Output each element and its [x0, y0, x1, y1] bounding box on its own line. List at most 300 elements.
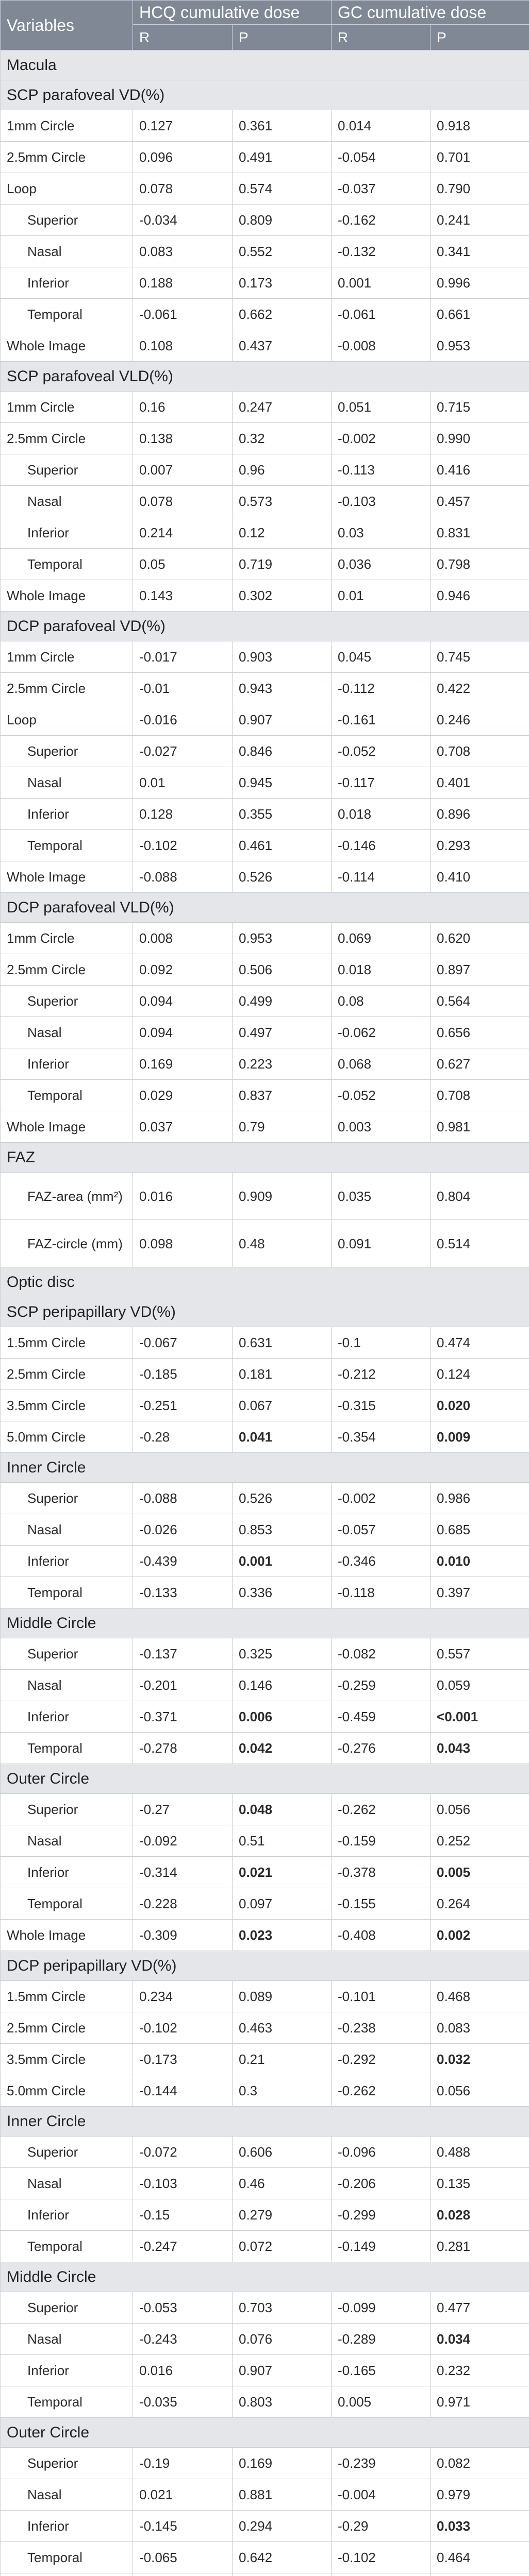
- hcq-p-cell: 0.497: [233, 1017, 332, 1048]
- hcq-r-cell: 0.128: [133, 799, 233, 830]
- gc-r-cell: -0.052: [332, 736, 431, 767]
- row-label: Inferior: [1, 2355, 133, 2386]
- row-label: Whole Image: [1, 580, 133, 612]
- table-row: [1, 1514, 529, 1546]
- hcq-r-cell: 0.016: [133, 1173, 233, 1220]
- row-label: 2.5mm Circle: [1, 423, 133, 454]
- table-row: [1, 1327, 529, 1359]
- gc-p-cell: 0.918: [431, 110, 529, 142]
- gc-r-cell: -0.057: [332, 1514, 431, 1546]
- hcq-r-cell: 0.094: [133, 986, 233, 1017]
- table-row: [1, 2292, 529, 2324]
- gc-p-cell: 0.831: [431, 517, 529, 549]
- hcq-r-cell: 0.16: [133, 392, 233, 423]
- section-label: SCP peripapillary VD(%): [1, 1297, 529, 1327]
- hcq-r-cell: 0.008: [133, 923, 233, 954]
- section-row: [1, 1267, 529, 1297]
- gc-p-cell: 0.002: [431, 1920, 529, 1951]
- gc-r-cell: -0.346: [332, 1546, 431, 1577]
- table-row: [1, 1546, 529, 1577]
- gc-p-cell: 0.708: [431, 736, 529, 767]
- gc-r-header: R: [332, 25, 431, 50]
- hcq-p-cell: 0.361: [233, 110, 332, 142]
- hcq-p-cell: 0.491: [233, 142, 332, 173]
- hcq-r-cell: -0.067: [133, 1327, 233, 1359]
- table-row: [1, 673, 529, 704]
- hcq-r-cell: 0.188: [133, 267, 233, 299]
- gc-r-cell: -0.004: [332, 2479, 431, 2511]
- section-row: [1, 1608, 529, 1638]
- table-row: [1, 2542, 529, 2573]
- row-label: Superior: [1, 1638, 133, 1670]
- hcq-r-cell: 0.169: [133, 1048, 233, 1080]
- row-label: 1mm Circle: [1, 923, 133, 954]
- hcq-r-cell: -0.15: [133, 2199, 233, 2231]
- hcq-p-cell: 0.001: [233, 1546, 332, 1577]
- gc-r-cell: -0.206: [332, 2168, 431, 2199]
- variables-header: Variables: [1, 1, 133, 50]
- row-label: Inferior: [1, 1701, 133, 1733]
- gc-r-cell: 0.014: [332, 110, 431, 142]
- gc-p-cell: 0.715: [431, 392, 529, 423]
- hcq-p-cell: 0.223: [233, 1048, 332, 1080]
- hcq-r-cell: -0.145: [133, 2511, 233, 2542]
- hcq-r-cell: -0.065: [133, 2542, 233, 2573]
- table-row: [1, 1048, 529, 1080]
- gc-p-cell: 0.059: [431, 1670, 529, 1701]
- hcq-p-cell: 0.21: [233, 2044, 332, 2075]
- hcq-r-cell: 0.234: [133, 1981, 233, 2012]
- hcq-r-cell: 0.127: [133, 110, 233, 142]
- hcq-p-cell: 0.903: [233, 641, 332, 673]
- hcq-p-cell: 0.506: [233, 954, 332, 986]
- row-label: Temporal: [1, 1733, 133, 1764]
- row-label: 1mm Circle: [1, 110, 133, 142]
- row-label: Temporal: [1, 2386, 133, 2418]
- hcq-r-cell: 0.021: [133, 2479, 233, 2511]
- gc-r-cell: -0.096: [332, 2137, 431, 2168]
- section-row: [1, 1297, 529, 1327]
- row-label: Temporal: [1, 1080, 133, 1111]
- hcq-r-cell: -0.016: [133, 704, 233, 736]
- hcq-p-cell: 0.945: [233, 767, 332, 799]
- gc-p-header: P: [431, 25, 529, 50]
- gc-r-cell: -0.238: [332, 2012, 431, 2044]
- section-row: [1, 612, 529, 641]
- hcq-r-cell: 0.05: [133, 549, 233, 580]
- row-label: 1.5mm Circle: [1, 1981, 133, 2012]
- hcq-p-cell: 0.79: [233, 1111, 332, 1143]
- gc-p-cell: 0.009: [431, 1421, 529, 1453]
- gc-p-cell: 0.627: [431, 1048, 529, 1080]
- row-label: Inferior: [1, 2199, 133, 2231]
- section-row: [1, 1764, 529, 1794]
- table-row: [1, 2199, 529, 2231]
- gc-r-cell: -0.099: [332, 2292, 431, 2324]
- gc-r-cell: 0.01: [332, 580, 431, 612]
- hcq-p-cell: 0.574: [233, 173, 332, 205]
- hcq-p-cell: 0.12: [233, 517, 332, 549]
- hcq-p-cell: 0.51: [233, 1825, 332, 1857]
- gc-r-cell: 0.018: [332, 954, 431, 986]
- gc-p-cell: 0.416: [431, 454, 529, 486]
- section-row: [1, 2262, 529, 2292]
- hcq-p-cell: 0.606: [233, 2137, 332, 2168]
- hcq-p-cell: 0.631: [233, 1327, 332, 1359]
- hcq-r-cell: 0.098: [133, 1220, 233, 1267]
- row-label: Superior: [1, 2292, 133, 2324]
- row-label: Nasal: [1, 1670, 133, 1701]
- row-label: [1, 2573, 133, 2576]
- gc-p-cell: 0.685: [431, 1514, 529, 1546]
- table-row: [1, 799, 529, 830]
- row-label: Nasal: [1, 1825, 133, 1857]
- gc-r-cell: -0.082: [332, 1638, 431, 1670]
- section-label: Inner Circle: [1, 2107, 529, 2137]
- hcq-r-cell: -0.371: [133, 1701, 233, 1733]
- gc-r-cell: -0.054: [332, 142, 431, 173]
- gc-r-cell: -0.1: [332, 1327, 431, 1359]
- row-label: 2.5mm Circle: [1, 954, 133, 986]
- gc-p-cell: 0.422: [431, 673, 529, 704]
- hcq-p-cell: 0.355: [233, 799, 332, 830]
- gc-r-cell: -0.262: [332, 2075, 431, 2107]
- table-row: [1, 2479, 529, 2511]
- row-label: Superior: [1, 986, 133, 1017]
- table-row: [1, 641, 529, 673]
- row-label: 2.5mm Circle: [1, 673, 133, 704]
- gc-p-cell: 0.981: [431, 1111, 529, 1143]
- hcq-r-cell: [133, 2573, 233, 2576]
- gc-r-cell: -0.161: [332, 704, 431, 736]
- gc-p-cell: 0.034: [431, 2324, 529, 2355]
- hcq-p-cell: 0.909: [233, 1173, 332, 1220]
- gc-r-cell: -0.149: [332, 2231, 431, 2262]
- gc-p-cell: 0.897: [431, 954, 529, 986]
- row-label: Nasal: [1, 236, 133, 267]
- table-row: [1, 1920, 529, 1951]
- gc-p-cell: 0.293: [431, 830, 529, 861]
- hcq-p-cell: 0.526: [233, 861, 332, 893]
- gc-r-cell: -0.113: [332, 454, 431, 486]
- gc-p-cell: [431, 2573, 529, 2576]
- row-label: 1mm Circle: [1, 641, 133, 673]
- hcq-r-cell: -0.061: [133, 299, 233, 330]
- row-label: Nasal: [1, 1017, 133, 1048]
- table-row: [1, 142, 529, 173]
- gc-p-cell: 0.701: [431, 142, 529, 173]
- hcq-p-cell: 0.437: [233, 330, 332, 362]
- hcq-p-cell: 0.006: [233, 1701, 332, 1733]
- section-row: [1, 1453, 529, 1483]
- gc-p-cell: 0.986: [431, 1483, 529, 1514]
- table-row: [1, 704, 529, 736]
- gc-r-cell: 0.091: [332, 1220, 431, 1267]
- table-row: [1, 454, 529, 486]
- gc-r-cell: -0.165: [332, 2355, 431, 2386]
- hcq-p-cell: 0.294: [233, 2511, 332, 2542]
- gc-p-cell: 0.474: [431, 1327, 529, 1359]
- row-label: Whole Image: [1, 1111, 133, 1143]
- section-row: [1, 2418, 529, 2448]
- gc-r-cell: -0.117: [332, 767, 431, 799]
- hcq-r-cell: -0.01: [133, 673, 233, 704]
- hcq-r-cell: 0.094: [133, 1017, 233, 1048]
- gc-r-cell: -0.159: [332, 1825, 431, 1857]
- table-row: [1, 330, 529, 362]
- gc-r-cell: -0.459: [332, 1701, 431, 1733]
- table-row: [1, 517, 529, 549]
- section-label: FAZ: [1, 1143, 529, 1173]
- gc-r-cell: -0.008: [332, 330, 431, 362]
- row-label: Loop: [1, 173, 133, 205]
- row-label: 2.5mm Circle: [1, 1359, 133, 1390]
- row-label: Inferior: [1, 267, 133, 299]
- hcq-p-cell: 0.552: [233, 236, 332, 267]
- hcq-p-cell: 0.907: [233, 704, 332, 736]
- gc-p-cell: 0.745: [431, 641, 529, 673]
- hcq-p-cell: 0.853: [233, 1514, 332, 1546]
- gc-r-cell: -0.061: [332, 299, 431, 330]
- hcq-r-cell: 0.029: [133, 1080, 233, 1111]
- gc-p-cell: 0.946: [431, 580, 529, 612]
- section-row: [1, 1951, 529, 1981]
- hcq-p-cell: 0.953: [233, 923, 332, 954]
- hcq-r-cell: -0.439: [133, 1546, 233, 1577]
- gc-r-cell: 0.005: [332, 2386, 431, 2418]
- hcq-p-cell: 0.279: [233, 2199, 332, 2231]
- hcq-p-cell: 0.837: [233, 1080, 332, 1111]
- hcq-p-cell: 0.048: [233, 1794, 332, 1825]
- hcq-r-cell: -0.133: [133, 1577, 233, 1608]
- gc-p-cell: 0.457: [431, 486, 529, 517]
- row-label: 1.5mm Circle: [1, 1327, 133, 1359]
- gc-r-cell: -0.262: [332, 1794, 431, 1825]
- hcq-r-cell: -0.27: [133, 1794, 233, 1825]
- hcq-p-cell: 0.041: [233, 1421, 332, 1453]
- gc-p-cell: 0.564: [431, 986, 529, 1017]
- gc-r-cell: -0.146: [332, 830, 431, 861]
- hcq-p-cell: 0.463: [233, 2012, 332, 2044]
- gc-p-cell: 0.083: [431, 2012, 529, 2044]
- gc-p-cell: 0.804: [431, 1173, 529, 1220]
- table-row: [1, 954, 529, 986]
- gc-r-cell: -0.299: [332, 2199, 431, 2231]
- table-row: [1, 2324, 529, 2355]
- hcq-r-cell: 0.016: [133, 2355, 233, 2386]
- row-label: Superior: [1, 2137, 133, 2168]
- hcq-r-cell: -0.201: [133, 1670, 233, 1701]
- table-row: [1, 861, 529, 893]
- section-row: [1, 80, 529, 110]
- hcq-p-cell: 0.076: [233, 2324, 332, 2355]
- hcq-r-cell: -0.017: [133, 641, 233, 673]
- row-label: 3.5mm Circle: [1, 2044, 133, 2075]
- section-label: Outer Circle: [1, 1764, 529, 1794]
- gc-p-cell: 0.971: [431, 2386, 529, 2418]
- table-row: [1, 1794, 529, 1825]
- gc-r-cell: -0.062: [332, 1017, 431, 1048]
- hcq-r-cell: -0.103: [133, 2168, 233, 2199]
- gc-p-cell: 0.953: [431, 330, 529, 362]
- section-label: DCP parafoveal VLD(%): [1, 893, 529, 923]
- row-label: Superior: [1, 205, 133, 236]
- table-row: [1, 2448, 529, 2479]
- hcq-p-cell: 0.32: [233, 423, 332, 454]
- gc-r-cell: -0.162: [332, 205, 431, 236]
- row-label: Temporal: [1, 1888, 133, 1920]
- gc-r-cell: -0.29: [332, 2511, 431, 2542]
- hcq-p-cell: 0.3: [233, 2075, 332, 2107]
- section-label: DCP peripapillary VD(%): [1, 1951, 529, 1981]
- hcq-p-cell: 0.96: [233, 454, 332, 486]
- hcq-r-cell: -0.088: [133, 1483, 233, 1514]
- table-row: [1, 423, 529, 454]
- row-label: Superior: [1, 1794, 133, 1825]
- table-row: [1, 1981, 529, 2012]
- gc-p-cell: 0.246: [431, 704, 529, 736]
- gc-p-cell: 0.281: [431, 2231, 529, 2262]
- table-row: [1, 1111, 529, 1143]
- hcq-p-cell: 0.097: [233, 1888, 332, 1920]
- row-label: 5.0mm Circle: [1, 2075, 133, 2107]
- hcq-r-cell: 0.092: [133, 954, 233, 986]
- gc-r-cell: -0.118: [332, 1577, 431, 1608]
- row-label: 3.5mm Circle: [1, 1390, 133, 1421]
- gc-p-cell: 0.990: [431, 423, 529, 454]
- hcq-p-cell: 0.846: [233, 736, 332, 767]
- row-label: Temporal: [1, 299, 133, 330]
- row-label: Inferior: [1, 2511, 133, 2542]
- table-row: [1, 2012, 529, 2044]
- section-row: [1, 362, 529, 392]
- row-label: Whole Image: [1, 861, 133, 893]
- hcq-r-cell: -0.278: [133, 1733, 233, 1764]
- hcq-r-cell: -0.228: [133, 1888, 233, 1920]
- gc-p-cell: 0.514: [431, 1220, 529, 1267]
- hcq-p-cell: 0.089: [233, 1981, 332, 2012]
- section-row: [1, 2107, 529, 2137]
- hcq-r-cell: -0.309: [133, 1920, 233, 1951]
- row-label: Temporal: [1, 830, 133, 861]
- hcq-r-cell: 0.138: [133, 423, 233, 454]
- hcq-r-cell: -0.173: [133, 2044, 233, 2075]
- table-row: [1, 486, 529, 517]
- gc-group-header: GC cumulative dose: [332, 1, 529, 25]
- section-label: Middle Circle: [1, 1608, 529, 1638]
- gc-p-cell: 0.252: [431, 1825, 529, 1857]
- hcq-r-cell: 0.096: [133, 142, 233, 173]
- table-row: [1, 392, 529, 423]
- table-row: [1, 1670, 529, 1701]
- table-row: [1, 549, 529, 580]
- gc-p-cell: 0.488: [431, 2137, 529, 2168]
- gc-r-cell: -0.354: [332, 1421, 431, 1453]
- gc-r-cell: 0.036: [332, 549, 431, 580]
- table-row: [1, 2231, 529, 2262]
- hcq-p-cell: 0.023: [233, 1920, 332, 1951]
- table-row: [1, 2168, 529, 2199]
- gc-r-cell: 0.018: [332, 799, 431, 830]
- gc-r-cell: -0.289: [332, 2324, 431, 2355]
- gc-p-cell: <0.001: [431, 1701, 529, 1733]
- gc-r-cell: -0.102: [332, 2542, 431, 2573]
- row-label: Inferior: [1, 1048, 133, 1080]
- row-label: Nasal: [1, 2168, 133, 2199]
- section-label: DCP parafoveal VD(%): [1, 612, 529, 641]
- gc-p-cell: 0.082: [431, 2448, 529, 2479]
- table-row: [1, 1825, 529, 1857]
- hcq-p-cell: 0.881: [233, 2479, 332, 2511]
- hcq-r-cell: -0.185: [133, 1359, 233, 1390]
- hcq-p-cell: 0.146: [233, 1670, 332, 1701]
- table-row: [1, 2386, 529, 2418]
- hcq-p-cell: 0.302: [233, 580, 332, 612]
- gc-p-cell: 0.124: [431, 1359, 529, 1390]
- row-label: Nasal: [1, 767, 133, 799]
- gc-p-cell: 0.557: [431, 1638, 529, 1670]
- hcq-r-cell: -0.092: [133, 1825, 233, 1857]
- hcq-r-cell: 0.01: [133, 767, 233, 799]
- hcq-p-cell: 0.526: [233, 1483, 332, 1514]
- table-row: [1, 580, 529, 612]
- hcq-p-header: P: [233, 25, 332, 50]
- gc-p-cell: 0.033: [431, 2511, 529, 2542]
- hcq-r-cell: 0.083: [133, 236, 233, 267]
- hcq-r-cell: 0.078: [133, 173, 233, 205]
- table-row: [1, 736, 529, 767]
- table-body: [1, 50, 529, 2576]
- hcq-r-cell: -0.035: [133, 2386, 233, 2418]
- hcq-p-cell: 0.461: [233, 830, 332, 861]
- row-label: Temporal: [1, 549, 133, 580]
- row-label: FAZ-circle (mm): [1, 1220, 133, 1267]
- gc-p-cell: 0.996: [431, 267, 529, 299]
- hcq-p-cell: 0.072: [233, 2231, 332, 2262]
- row-label: Temporal: [1, 2231, 133, 2262]
- hcq-r-cell: -0.053: [133, 2292, 233, 2324]
- hcq-r-cell: 0.007: [133, 454, 233, 486]
- table-row: [1, 923, 529, 954]
- gc-p-cell: 0.656: [431, 1017, 529, 1048]
- section-row: [1, 1143, 529, 1173]
- row-label: FAZ-area (mm²): [1, 1173, 133, 1220]
- section-row: [1, 50, 529, 80]
- gc-r-cell: -0.276: [332, 1733, 431, 1764]
- hcq-r-cell: -0.144: [133, 2075, 233, 2107]
- gc-r-cell: -0.101: [332, 1981, 431, 2012]
- table-row: [1, 110, 529, 142]
- section-label: SCP parafoveal VLD(%): [1, 362, 529, 392]
- table-row: [1, 267, 529, 299]
- table-row: [1, 236, 529, 267]
- hcq-p-cell: 0.573: [233, 486, 332, 517]
- gc-p-cell: 0.979: [431, 2479, 529, 2511]
- gc-p-cell: 0.056: [431, 2075, 529, 2107]
- gc-p-cell: 0.477: [431, 2292, 529, 2324]
- gc-p-cell: 0.028: [431, 2199, 529, 2231]
- gc-r-cell: -0.155: [332, 1888, 431, 1920]
- table-row: [1, 1701, 529, 1733]
- hcq-p-cell: 0.247: [233, 392, 332, 423]
- gc-r-cell: 0.08: [332, 986, 431, 1017]
- row-label: Nasal: [1, 1514, 133, 1546]
- row-label: Nasal: [1, 2479, 133, 2511]
- gc-r-cell: -0.052: [332, 1080, 431, 1111]
- hcq-r-cell: -0.243: [133, 2324, 233, 2355]
- gc-r-cell: -0.239: [332, 2448, 431, 2479]
- row-label: Whole Image: [1, 1920, 133, 1951]
